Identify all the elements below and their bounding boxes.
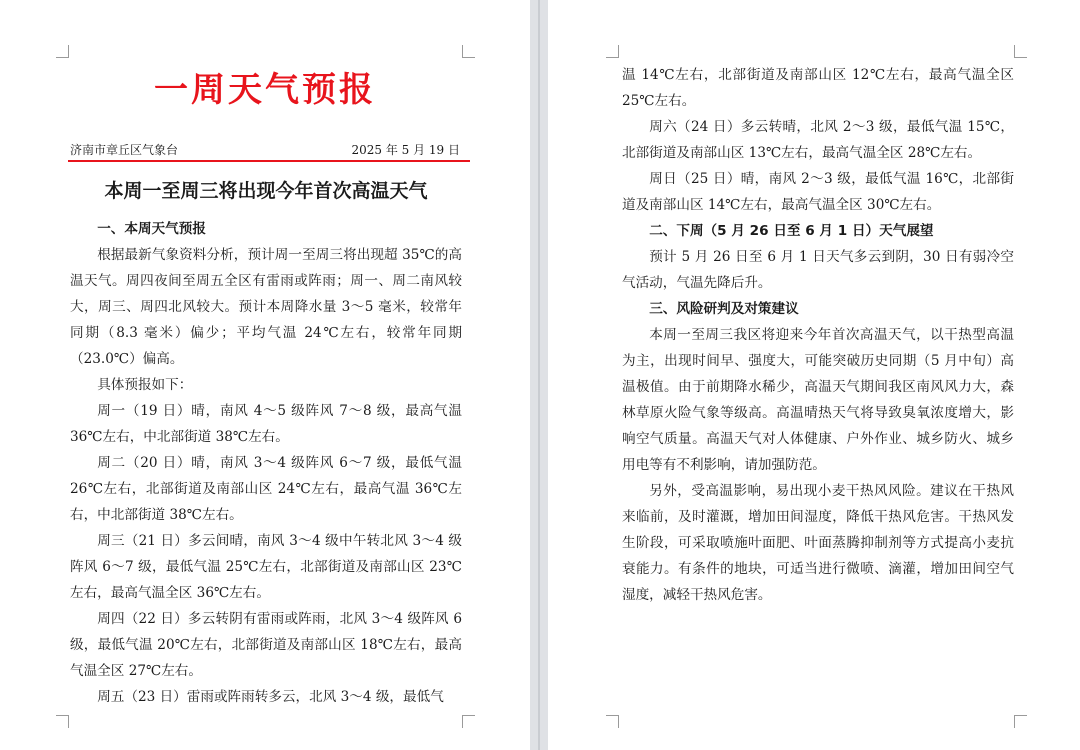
paragraph: 具体预报如下： [97, 377, 193, 393]
paragraph: 本周一至周三我区将迎来今年首次高温天气，以干热型高温为主，出现时间早、强度大，可能突破历史同期（5 月中旬）高温极值。由于前期降水稀少，高温天气期间我区南风风力大，森林草原火险气象等级高。高温晴热天气将导致臭氧浓度增大，影响空气质量。高温天气对人体健康、户外作业、城乡防火、城乡用电等有不利影响，请加强防范。 [622, 327, 1014, 473]
paragraph: 另外，受高温影响，易出现小麦干热风风险。建议在干热风来临前，及时灌溉，增加田间湿度，降低干热风危害。干热风发生阶段，可采取喷施叶面肥、叶面蒸腾抑制剂等方式提高小麦抗衰能力。有条件的地块，可适当进行微喷、滴灌，增加田间空气湿度，减轻干热风危害。 [622, 483, 1014, 603]
forecast-friday-end: 温 14℃左右，北部街道及南部山区 12℃左右，最高气温全区 25℃左右。 [622, 67, 1014, 109]
right-page-body [622, 62, 1014, 608]
section-heading: 一、本周天气预报 [97, 221, 206, 237]
forecast-thursday: 周四（22 日）多云转阴有雷雨或阵雨，北风 3～4 级阵风 6 级，最低气温 20℃左右，北部街道及南部山区 18℃左右，最高气温全区 27℃左右。 [70, 611, 462, 679]
crop-mark [56, 715, 69, 728]
crop-mark [606, 45, 619, 58]
crop-mark [56, 45, 69, 58]
forecast-sunday: 周日（25 日）晴，南风 2～3 级，最低气温 16℃，北部街道及南部山区 14℃左右，最高气温全区 30℃左右。 [622, 171, 1014, 213]
crop-mark [462, 715, 475, 728]
section-heading: 二、下周（5 月 26 日至 6 月 1 日）天气展望 [649, 223, 934, 239]
issuer-label: 济南市章丘区气象台 [70, 143, 179, 157]
crop-mark [462, 45, 475, 58]
forecast-monday: 周一（19 日）晴，南风 4～5 级阵风 7～8 级，最高气温 36℃左右，中北部街道 38℃左右。 [70, 403, 462, 445]
crop-mark [606, 715, 619, 728]
crop-mark [1014, 715, 1027, 728]
left-page-body [70, 216, 462, 710]
header-divider [68, 160, 470, 162]
paragraph: 根据最新气象资料分析，预计周一至周三将出现超 35℃的高温天气。周四夜间至周五全区有雷雨或阵雨；周一、周二南风较大，周三、周四北风较大。预计本周降水量 3～5 毫米，较常年同期（8.3 毫米）偏少；平均气温 24℃左右，较常年同期（23.0℃）偏高。 [70, 247, 462, 367]
forecast-friday-start: 周五（23 日）雷雨或阵雨转多云，北风 3～4 级，最低气 [97, 689, 444, 705]
forecast-tuesday: 周二（20 日）晴，南风 3～4 级阵风 6～7 级，最低气温 26℃左右，北部街道及南部山区 24℃左右，最高气温 36℃左右，中北部街道 38℃左右。 [70, 455, 462, 523]
forecast-saturday: 周六（24 日）多云转晴，北风 2～3 级，最低气温 15℃，北部街道及南部山区 13℃左右，最高气温全区 28℃左右。 [622, 119, 1014, 161]
forecast-wednesday: 周三（21 日）多云间晴，南风 3～4 级中午转北风 3～4 级阵风 6～7 级，最低气温 25℃左右，北部街道及南部山区 23℃左右，最高气温全区 36℃左右。 [70, 533, 462, 601]
paragraph: 预计 5 月 26 日至 6 月 1 日天气多云到阴，30 日有弱冷空气活动，气温先降后升。 [622, 249, 1014, 291]
document-page-left[interactable] [0, 0, 530, 750]
section-heading: 三、风险研判及对策建议 [649, 301, 799, 317]
issue-date: 2025 年 5 月 19 日 [351, 143, 460, 157]
page-gutter [530, 0, 548, 750]
crop-mark [1014, 45, 1027, 58]
document-header [70, 142, 460, 158]
document-title: 一周天气预报 [154, 70, 376, 110]
headline: 本周一至周三将出现今年首次高温天气 [104, 180, 428, 202]
